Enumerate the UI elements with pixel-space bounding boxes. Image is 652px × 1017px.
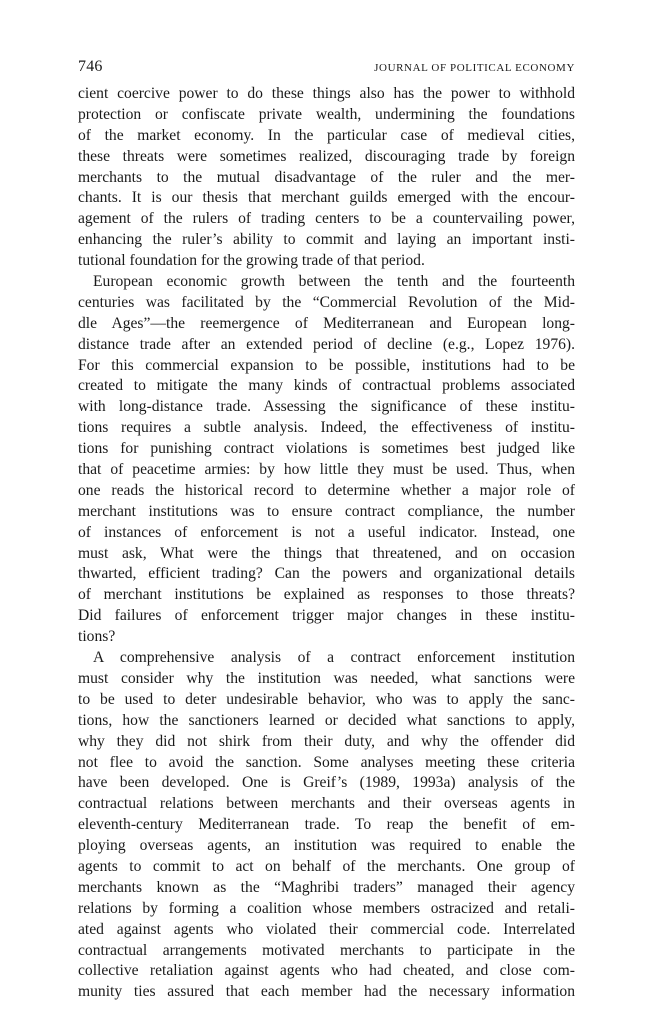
text-line: dle Ages”—the reemergence of Mediterranean and European long- (78, 314, 575, 332)
text-line: munity ties assured that each member had the necessary information (78, 983, 575, 1001)
text-line: that of peacetime armies: by how little they must be used. Thus, when (78, 461, 575, 479)
text-line: have been developed. One is Greif’s (1989, 1993a) analysis of the (78, 774, 575, 792)
text-line: not flee to avoid the sanction. Some analyses meeting these criteria (78, 753, 575, 771)
body-text (78, 84, 575, 1003)
paragraph (78, 84, 575, 272)
journal-title: JOURNAL OF POLITICAL ECONOMY (374, 62, 575, 74)
text-line: must consider why the institution was needed, what sanctions were (78, 669, 575, 687)
text-line: tions requires a subtle analysis. Indeed, the effectiveness of institu- (78, 419, 575, 437)
text-line: tions? (78, 628, 116, 646)
text-line: contractual relations between merchants and their overseas agents in (78, 795, 575, 813)
text-line: protection or confiscate private wealth, undermining the foundations (78, 105, 575, 123)
text-line: ploying overseas agents, an institution was required to enable the (78, 837, 575, 855)
text-line: tions for punishing contract violations is sometimes best judged like (78, 440, 575, 458)
text-line: tutional foundation for the growing trade of that period. (78, 252, 425, 270)
text-line: these threats were sometimes realized, discouraging trade by foreign (78, 147, 575, 165)
text-line: of the market economy. In the particular case of medieval cities, (78, 126, 575, 144)
text-line: agents to commit to act on behalf of the merchants. One group of (78, 857, 575, 875)
journal-page (78, 58, 575, 1003)
text-line: merchants to the mutual disadvantage of the ruler and the mer- (78, 168, 575, 186)
text-line: ated against agents who violated their commercial code. Interrelated (78, 920, 575, 938)
text-line: one reads the historical record to determine whether a major role of (78, 481, 575, 499)
text-line: contractual arrangements motivated merchants to participate in the (78, 941, 575, 959)
text-line: agement of the rulers of trading centers to be a countervailing power, (78, 210, 575, 228)
text-line: Did failures of enforcement trigger major changes in these institu- (78, 607, 575, 625)
text-line: must ask, What were the things that threatened, and on occasion (78, 544, 575, 562)
text-line: merchants known as the “Maghribi traders” managed their agency (78, 878, 575, 896)
text-line: of merchant institutions be explained as responses to those threats? (78, 586, 575, 604)
text-line: to be used to deter undesirable behavior, who was to apply the sanc- (78, 690, 575, 708)
text-line: created to mitigate the many kinds of contractual problems associated (78, 377, 575, 395)
text-line: enhancing the ruler’s ability to commit and laying an important insti- (78, 231, 575, 249)
page-number: 746 (78, 58, 103, 75)
text-line: cient coercive power to do these things also has the power to withhold (78, 85, 575, 102)
text-line: For this commercial expansion to be possible, institutions had to be (78, 356, 575, 374)
text-line: European economic growth between the tenth and the fourteenth (93, 273, 575, 291)
paragraph (78, 272, 575, 648)
running-head (78, 58, 575, 80)
text-line: thwarted, efficient trading? Can the powers and organizational details (78, 565, 575, 583)
paragraph (78, 648, 575, 1003)
text-line: distance trade after an extended period of decline (e.g., Lopez 1976). (78, 335, 575, 353)
text-line: tions, how the sanctioners learned or decided what sanctions to apply, (78, 711, 575, 729)
text-line: collective retaliation against agents who had cheated, and close com- (78, 962, 575, 980)
text-line: with long-distance trade. Assessing the significance of these institu- (78, 398, 575, 416)
text-line: of instances of enforcement is not a useful indicator. Instead, one (78, 523, 575, 541)
text-line: why they did not shirk from their duty, and why the offender did (78, 732, 575, 750)
text-line: chants. It is our thesis that merchant guilds emerged with the encour- (78, 189, 575, 207)
text-line: merchant institutions was to ensure contract compliance, the number (78, 502, 575, 520)
text-line: centuries was facilitated by the “Commercial Revolution of the Mid- (78, 293, 575, 311)
text-line: relations by forming a coalition whose members ostracized and retali- (78, 899, 575, 917)
text-line: eleventh-century Mediterranean trade. To reap the benefit of em- (78, 816, 575, 834)
text-line: A comprehensive analysis of a contract enforcement institution (93, 649, 575, 667)
